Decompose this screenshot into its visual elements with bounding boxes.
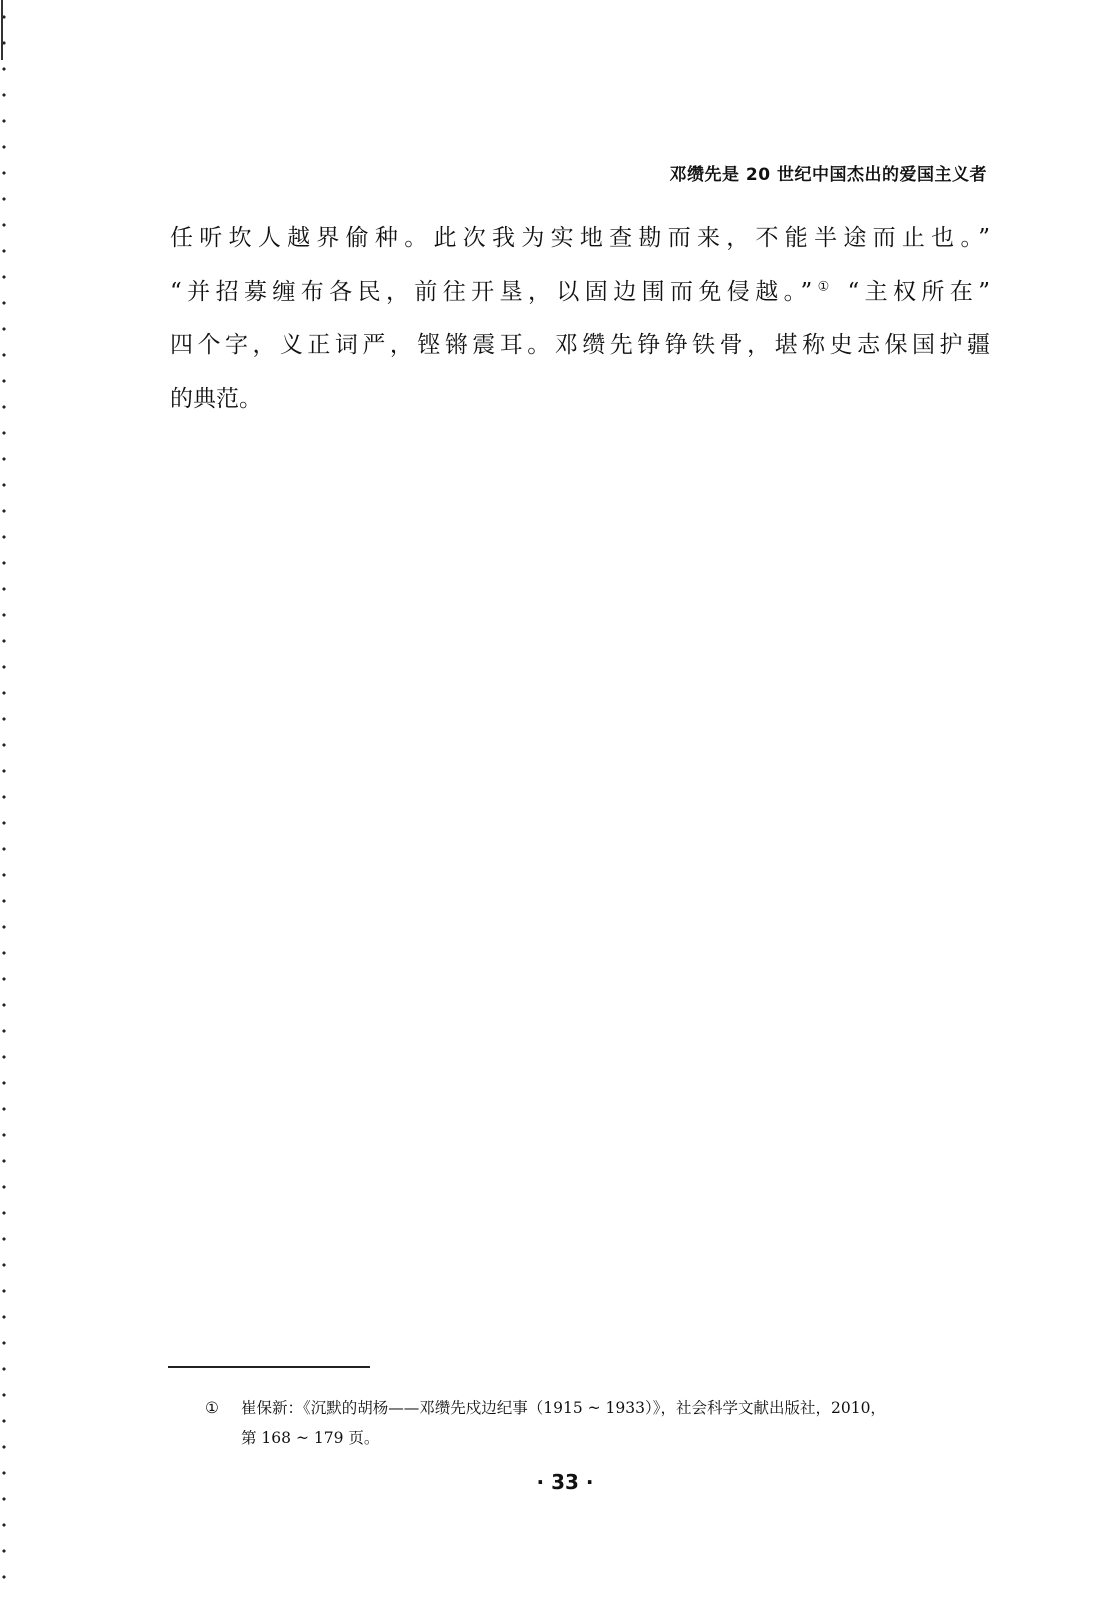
footnote-line: 崔保新：《沉默的胡杨——邓缵先戍边纪事（1915 ~ 1933）》，社会科学文献出版社，2010， (241, 1399, 886, 1417)
running-header: 邓缵先是 20 世纪中国杰出的爱国主义者 (669, 165, 987, 185)
footnote-text (241, 1393, 995, 1453)
body-line (170, 266, 990, 320)
body-line: 四个字，义正词严，铿锵震耳。邓缵先铮铮铁骨，堪称史志保国护疆 (170, 332, 990, 358)
page-number: · 33 · (536, 1470, 594, 1494)
footnote-marker: ① (205, 1399, 219, 1417)
body-paragraph (170, 212, 990, 426)
binding-edge-dots (0, 0, 8, 1600)
body-line: 任听坎人越界偷种。此次我为实地查勘而来，不能半途而止也。” (170, 225, 990, 251)
body-line: 的典范。 (170, 385, 262, 412)
binding-edge-line (1, 0, 3, 60)
footnote (205, 1393, 995, 1453)
footnote-divider (168, 1366, 370, 1368)
body-line-text: “并招募缠布各民，前往开垦，以固边围而免侵越。” (170, 278, 813, 305)
body-line-tail: “主权所在” (847, 278, 990, 305)
footnote-line: 第 168 ~ 179 页。 (241, 1429, 380, 1447)
footnote-reference[interactable]: ① (812, 278, 835, 294)
